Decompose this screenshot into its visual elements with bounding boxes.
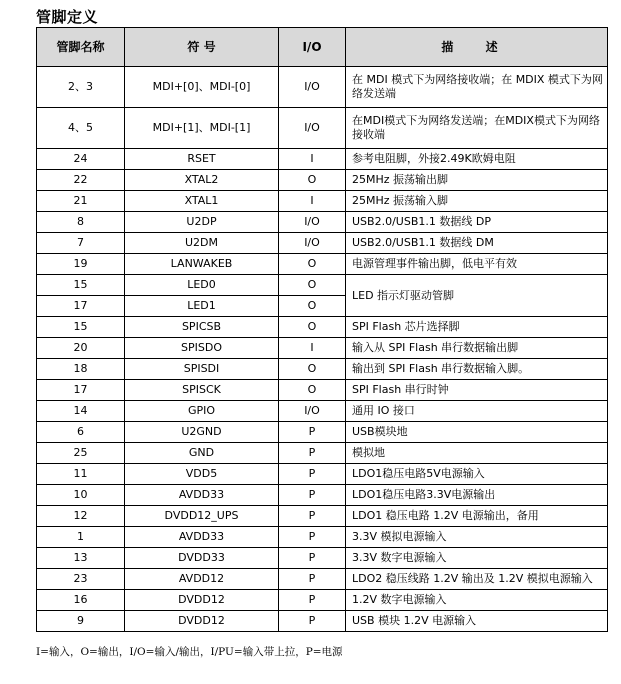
table-row — [37, 170, 608, 191]
pin-description-cell: 1.2V 数字电源输入 — [346, 590, 608, 611]
pin-symbol-cell: U2DP — [125, 212, 279, 233]
pin-symbol-cell: GND — [125, 443, 279, 464]
pin-number-cell: 23 — [37, 569, 125, 590]
pin-number-cell: 16 — [37, 590, 125, 611]
pin-io-cell: O — [279, 380, 346, 401]
pin-number-cell: 15 — [37, 275, 125, 296]
table-body — [37, 67, 608, 632]
pin-description-cell: 模拟地 — [346, 443, 608, 464]
pin-io-cell: P — [279, 485, 346, 506]
pin-number-cell: 25 — [37, 443, 125, 464]
pin-symbol-cell: SPICSB — [125, 317, 279, 338]
pin-symbol-cell: LED0 — [125, 275, 279, 296]
pin-number-cell: 20 — [37, 338, 125, 359]
pin-io-cell: I/O — [279, 212, 346, 233]
pin-description-cell: 25MHz 振荡输入脚 — [346, 191, 608, 212]
pin-description-cell: LDO1稳压电路3.3V电源输出 — [346, 485, 608, 506]
pin-number-cell: 6 — [37, 422, 125, 443]
pin-symbol-cell: U2DM — [125, 233, 279, 254]
pin-description-cell: 25MHz 振荡输出脚 — [346, 170, 608, 191]
pin-io-cell: I/O — [279, 233, 346, 254]
pin-symbol-cell: AVDD12 — [125, 569, 279, 590]
pin-symbol-cell: SPISDO — [125, 338, 279, 359]
pin-io-cell: P — [279, 527, 346, 548]
pin-io-cell: P — [279, 548, 346, 569]
pin-number-cell: 13 — [37, 548, 125, 569]
table-row — [37, 380, 608, 401]
pin-io-cell: O — [279, 359, 346, 380]
pin-symbol-cell: SPISCK — [125, 380, 279, 401]
pin-description-cell: 输入从 SPI Flash 串行数据输出脚 — [346, 338, 608, 359]
table-row — [37, 527, 608, 548]
pin-number-cell: 18 — [37, 359, 125, 380]
pin-symbol-cell: VDD5 — [125, 464, 279, 485]
pin-io-cell: I/O — [279, 401, 346, 422]
pin-symbol-cell: DVDD12 — [125, 611, 279, 632]
header-symbol: 符 号 — [125, 28, 279, 67]
pin-description-cell: 3.3V 模拟电源输入 — [346, 527, 608, 548]
pin-description-cell: 电源管理事件输出脚，低电平有效 — [346, 254, 608, 275]
table-header-row — [37, 28, 608, 67]
pin-io-cell: I — [279, 338, 346, 359]
table-row — [37, 338, 608, 359]
pin-description-cell: 通用 IO 接口 — [346, 401, 608, 422]
pin-description-cell: 输出到 SPI Flash 串行数据输入脚。 — [346, 359, 608, 380]
pin-description-cell: SPI Flash 串行时钟 — [346, 380, 608, 401]
table-row — [37, 422, 608, 443]
pin-description-cell: USB模块地 — [346, 422, 608, 443]
pin-description-cell: LDO1稳压电路5V电源输入 — [346, 464, 608, 485]
header-io: I/O — [279, 28, 346, 67]
pin-symbol-cell: AVDD33 — [125, 485, 279, 506]
header-description-label: 描 述 — [441, 40, 512, 54]
pin-description-cell: USB 模块 1.2V 电源输入 — [346, 611, 608, 632]
pin-description-cell: LDO1 稳压电路 1.2V 电源输出，备用 — [346, 506, 608, 527]
pin-symbol-cell: LED1 — [125, 296, 279, 317]
table-row — [37, 212, 608, 233]
pin-symbol-cell: XTAL2 — [125, 170, 279, 191]
pin-number-cell: 8 — [37, 212, 125, 233]
pin-definition-table — [36, 27, 608, 632]
pin-number-cell: 14 — [37, 401, 125, 422]
pin-symbol-cell: AVDD33 — [125, 527, 279, 548]
pin-io-cell: P — [279, 590, 346, 611]
table-row — [37, 548, 608, 569]
pin-io-cell: O — [279, 254, 346, 275]
pin-number-cell: 4、5 — [37, 108, 125, 149]
pin-number-cell: 19 — [37, 254, 125, 275]
pin-io-cell: P — [279, 464, 346, 485]
pin-io-cell: I/O — [279, 108, 346, 149]
pin-description-cell: 在 MDI 模式下为网络接收端；在 MDIX 模式下为网络发送端 — [346, 67, 608, 108]
pin-symbol-cell: LANWAKEB — [125, 254, 279, 275]
pin-symbol-cell: RSET — [125, 149, 279, 170]
table-row — [37, 590, 608, 611]
header-description — [346, 28, 608, 67]
pin-io-cell: I — [279, 149, 346, 170]
pin-number-cell: 22 — [37, 170, 125, 191]
pin-io-cell: P — [279, 422, 346, 443]
table-row — [37, 464, 608, 485]
pin-io-cell: O — [279, 275, 346, 296]
pin-description-cell: 在MDI模式下为网络发送端；在MDIX模式下为网络接收端 — [346, 108, 608, 149]
pin-symbol-cell: MDI+[1]、MDI-[1] — [125, 108, 279, 149]
table-row — [37, 485, 608, 506]
pin-symbol-cell: DVDD33 — [125, 548, 279, 569]
pin-description-cell: USB2.0/USB1.1 数据线 DP — [346, 212, 608, 233]
table-row — [37, 506, 608, 527]
pin-number-cell: 7 — [37, 233, 125, 254]
pin-number-cell: 21 — [37, 191, 125, 212]
pin-symbol-cell: SPISDI — [125, 359, 279, 380]
legend-footnote: I=输入，O=输出，I/O=输入/输出，I/PU=输入带上拉，P=电源 — [36, 646, 343, 658]
pin-io-cell: O — [279, 170, 346, 191]
table-row — [37, 611, 608, 632]
pin-description-cell: 参考电阻脚，外接2.49K欧姆电阻 — [346, 149, 608, 170]
pin-symbol-cell: MDI+[0]、MDI-[0] — [125, 67, 279, 108]
pin-io-cell: P — [279, 569, 346, 590]
table-row — [37, 443, 608, 464]
pin-number-cell: 11 — [37, 464, 125, 485]
table-row — [37, 67, 608, 108]
table-row — [37, 108, 608, 149]
pin-io-cell: I/O — [279, 67, 346, 108]
header-pin-name: 管脚名称 — [37, 28, 125, 67]
table-row — [37, 191, 608, 212]
pin-description-cell: SPI Flash 芯片选择脚 — [346, 317, 608, 338]
pin-io-cell: P — [279, 611, 346, 632]
pin-symbol-cell: U2GND — [125, 422, 279, 443]
pin-number-cell: 1 — [37, 527, 125, 548]
pin-number-cell: 12 — [37, 506, 125, 527]
pin-io-cell: O — [279, 317, 346, 338]
pin-number-cell: 2、3 — [37, 67, 125, 108]
pin-description-cell: USB2.0/USB1.1 数据线 DM — [346, 233, 608, 254]
table-row — [37, 359, 608, 380]
pin-symbol-cell: GPIO — [125, 401, 279, 422]
table-row — [37, 569, 608, 590]
pin-description-cell: 3.3V 数字电源输入 — [346, 548, 608, 569]
pin-number-cell: 10 — [37, 485, 125, 506]
pin-number-cell: 17 — [37, 380, 125, 401]
pin-symbol-cell: XTAL1 — [125, 191, 279, 212]
table-row — [37, 149, 608, 170]
pin-description-cell: LDO2 稳压线路 1.2V 输出及 1.2V 模拟电源输入 — [346, 569, 608, 590]
pin-io-cell: P — [279, 506, 346, 527]
table-row — [37, 275, 608, 296]
table-row — [37, 233, 608, 254]
pin-number-cell: 24 — [37, 149, 125, 170]
pin-symbol-cell: DVDD12 — [125, 590, 279, 611]
pin-number-cell: 15 — [37, 317, 125, 338]
pin-io-cell: O — [279, 296, 346, 317]
table-row — [37, 317, 608, 338]
pin-symbol-cell: DVDD12_UPS — [125, 506, 279, 527]
pin-description-cell: LED 指示灯驱动管脚 — [346, 275, 608, 317]
pin-io-cell: I — [279, 191, 346, 212]
pin-number-cell: 9 — [37, 611, 125, 632]
pin-io-cell: P — [279, 443, 346, 464]
table-row — [37, 401, 608, 422]
section-title: 管脚定义 — [36, 8, 99, 26]
pin-number-cell: 17 — [37, 296, 125, 317]
table-row — [37, 254, 608, 275]
